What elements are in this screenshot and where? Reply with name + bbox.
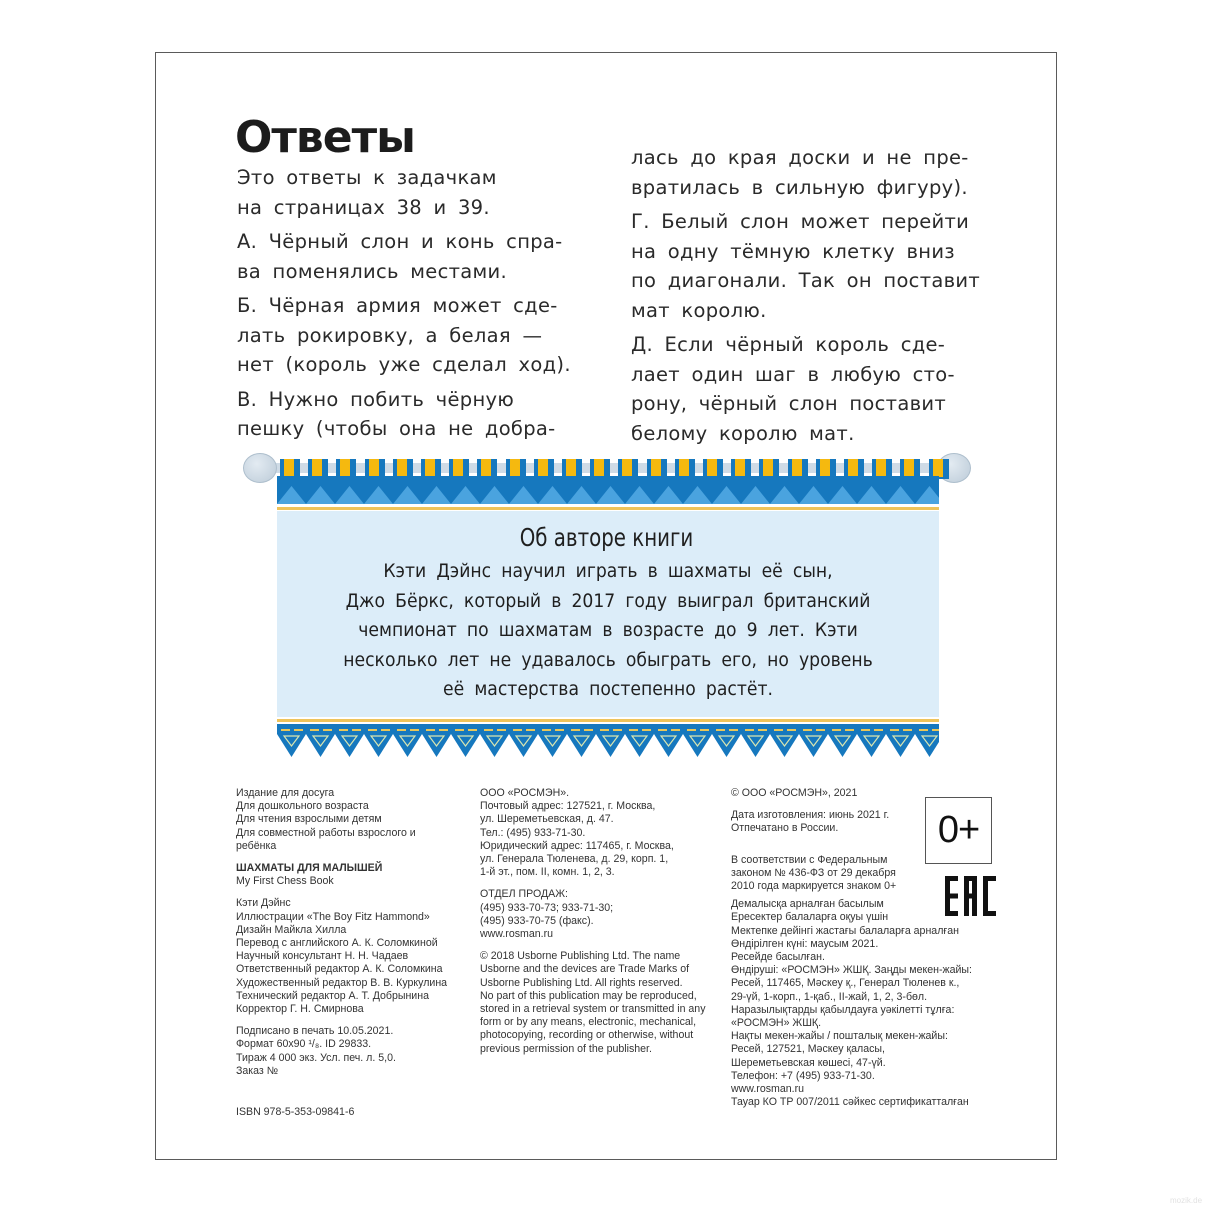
gold-divider — [277, 507, 939, 510]
imprint-column-2 — [480, 787, 706, 1056]
copyright-line: Usborne and the devices are Trade Marks of — [480, 963, 690, 976]
kazakh-line: Наразылықтарды қабылдауға уәкілетті тұлға: — [731, 1003, 955, 1016]
audience-line: Для дошкольного возраста — [236, 800, 369, 813]
credit-line: Дизайн Майкла Хилла — [236, 923, 347, 936]
book-title-en: My First Chess Book — [236, 875, 334, 888]
answer-line: мат королю. — [631, 298, 767, 322]
kazakh-line: Өндірілген күні: маусым 2021. — [731, 937, 879, 950]
copyright-line: previous permission of the publisher. — [480, 1042, 652, 1055]
publisher-line: ООО «РОСМЭН». — [480, 787, 570, 799]
page-title: Ответы — [235, 112, 415, 163]
print-info-line: Формат 60x90 ¹/₈. ID 29833. — [236, 1038, 372, 1051]
bio-line: Джо Бёркс, который в 2017 году выиграл британский — [345, 590, 871, 612]
answers-left-column — [237, 165, 571, 446]
eac-mark-icon — [945, 876, 997, 916]
answer-line: на одну тёмную клетку вниз — [631, 239, 955, 263]
answer-line: вратилась в сильную фигуру). — [631, 175, 968, 199]
copyright-line: photocopying, recording or otherwise, without — [480, 1029, 694, 1042]
print-info-line: Подписано в печать 10.05.2021. — [236, 1025, 394, 1038]
copyright-rosman: © ООО «РОСМЭН», 2021 — [731, 787, 858, 799]
sales-line: (495) 933-70-73; 933-71-30; — [480, 901, 614, 914]
audience-line: Издание для досуга — [236, 787, 335, 799]
kazakh-line: www.rosman.ru — [731, 1083, 804, 1096]
bio-line: её мастерства постепенно растёт. — [443, 679, 773, 700]
answer-line: лась до края доски и не пре- — [631, 146, 969, 169]
credit-line: Технический редактор А. Т. Добрынина — [236, 989, 429, 1002]
publisher-line: 1-й эт., пом. II, комн. 1, 2, 3. — [480, 866, 615, 879]
credit-line: Ответственный редактор А. К. Соломкина — [236, 963, 443, 976]
kazakh-line: Өндіруші: «РОСМЭН» ЖШҚ. Заңды мекен-жайы: — [731, 964, 972, 977]
sales-line: (495) 933-70-75 (факс). — [480, 914, 594, 927]
answers-right-column — [631, 145, 980, 450]
publisher-line: Юридический адрес: 117465, г. Москва, — [480, 839, 674, 852]
author-banner — [243, 450, 970, 760]
answer-line: по диагонали. Так он поставит — [631, 269, 981, 292]
kazakh-line: Шереметьевская көшесі, 47-үй. — [731, 1056, 886, 1069]
imprint-column-1 — [236, 787, 447, 1119]
kazakh-line: Демалысқа арналған басылым — [731, 898, 884, 911]
answer-line: лать рокировку, а белая — — [237, 323, 543, 347]
banner-title: Об авторе книги — [519, 523, 694, 552]
answer-line: Г. Белый слон может перейти — [631, 210, 970, 233]
answer-line: Д. Если чёрный король сде- — [631, 333, 946, 356]
credit-line: Научный консультант Н. Н. Чадаев — [236, 950, 409, 963]
banner-fringe-icon — [277, 724, 939, 760]
sales-line: ОТДЕЛ ПРОДАЖ: — [480, 888, 568, 901]
answer-line: А. Чёрный слон и конь спра- — [237, 230, 563, 253]
credit-line: Перевод с английского А. К. Соломкиной — [236, 937, 438, 950]
publisher-line: Почтовый адрес: 127521, г. Москва, — [480, 800, 656, 813]
kazakh-line: Мектепке дейінгі жастағы балаларға арналған — [731, 924, 959, 937]
audience-line: Для совместной работы взрослого и — [236, 826, 416, 839]
answer-line: ва поменялись местами. — [237, 259, 507, 283]
answer-line: Б. Чёрная армия может сде- — [237, 294, 558, 317]
answer-line: нет (король уже сделал ход). — [237, 353, 571, 376]
answer-line: белому королю мат. — [631, 421, 855, 445]
credit-line: Кэти Дэйнс — [236, 897, 291, 910]
answer-line: на страницах 38 и 39. — [237, 195, 490, 219]
website-link: www.rosman.ru — [480, 928, 553, 941]
answer-line: В. Нужно побить чёрную — [237, 387, 515, 411]
kazakh-line: Нақты мекен-жайы / пошталық мекен-жайы: — [731, 1030, 948, 1043]
audience-line: ребёнка — [236, 839, 277, 852]
copyright-line: Usborne Publishing Ltd. All rights reserved. — [480, 976, 683, 989]
copyright-line: stored in a retrieval system or transmitted in any — [480, 1003, 706, 1016]
credit-line: Иллюстрации «The Boy Fitz Hammond» — [236, 910, 430, 923]
credit-line: Корректор Г. Н. Смирнова — [236, 1003, 364, 1016]
age-rating-badge: 0+ — [925, 797, 992, 864]
kazakh-line: Ересектер балаларға оқуы үшін — [731, 911, 889, 924]
book-title-ru: ШАХМАТЫ ДЛЯ МАЛЫШЕЙ — [236, 862, 383, 875]
isbn: ISBN 978-5-353-09841-6 — [236, 1106, 355, 1119]
kazakh-line: Ресейде басылған. — [731, 951, 825, 964]
copyright-line: No part of this publication may be reproduced, — [480, 989, 697, 1002]
kazakh-line: 29-үй, 1-корп., 1-қаб., II-жай, 1, 2, 3-бөл. — [731, 990, 928, 1003]
watermark: mozik.de — [1170, 1196, 1203, 1205]
print-info-line: Тираж 4 000 экз. Усл. печ. л. 5,0. — [236, 1051, 396, 1064]
answer-line: Это ответы к задачкам — [237, 166, 497, 189]
rod-knob-left-icon — [243, 453, 277, 483]
copyright-line: form or by any means, electronic, mechanical, — [480, 1016, 697, 1029]
publisher-line: ул. Генерала Тюленева, д. 29, корп. 1, — [480, 853, 669, 866]
bio-line: несколько лет не удавалось обыграть его, но уровень — [343, 649, 873, 671]
manufacture-line: Отпечатано в России. — [731, 822, 839, 835]
audience-line: Для чтения взрослыми детям — [236, 813, 382, 826]
kazakh-line: «РОСМЭН» ЖШҚ. — [731, 1017, 822, 1030]
triangle-pattern-icon — [277, 476, 939, 504]
banner-top-band — [277, 476, 939, 504]
gold-divider — [277, 719, 939, 722]
manufacture-line: Дата изготовления: июнь 2021 г. — [731, 809, 890, 822]
law-line: законом № 436-ФЗ от 29 декабря — [731, 866, 896, 879]
answer-line: пешку (чтобы она не добра- — [237, 417, 556, 440]
bio-line: чемпионат по шахматам в возрасте до 9 лет. Кэти — [358, 620, 858, 641]
publisher-line: ул. Шереметьевская, д. 47. — [480, 813, 614, 826]
credit-line: Художественный редактор В. В. Куркулина — [236, 976, 448, 989]
publisher-line: Тел.: (495) 933-71-30. — [480, 826, 586, 839]
author-bio — [277, 557, 939, 705]
copyright-line: © 2018 Usborne Publishing Ltd. The name — [480, 950, 681, 963]
bio-line: Кэти Дэйнс научил играть в шахматы её сын, — [383, 561, 833, 582]
kazakh-line: Ресей, 127521, Мәскеу қаласы, — [731, 1043, 885, 1056]
answer-line: рону, чёрный слон поставит — [631, 392, 947, 415]
kazakh-line: Тауар КО ТР 007/2011 сәйкес сертификатталған — [731, 1096, 969, 1109]
answer-line: лает один шаг в любую сто- — [631, 362, 955, 386]
kazakh-line: Телефон: +7 (495) 933-71-30. — [731, 1069, 875, 1082]
law-line: 2010 года маркируется знаком 0+ — [731, 880, 897, 893]
kazakh-line: Ресей, 117465, Мәскеу қ., Генерал Тюленев к., — [731, 977, 960, 990]
print-info-line: Заказ № — [236, 1064, 279, 1077]
law-line: В соответствии с Федеральным — [731, 853, 888, 866]
